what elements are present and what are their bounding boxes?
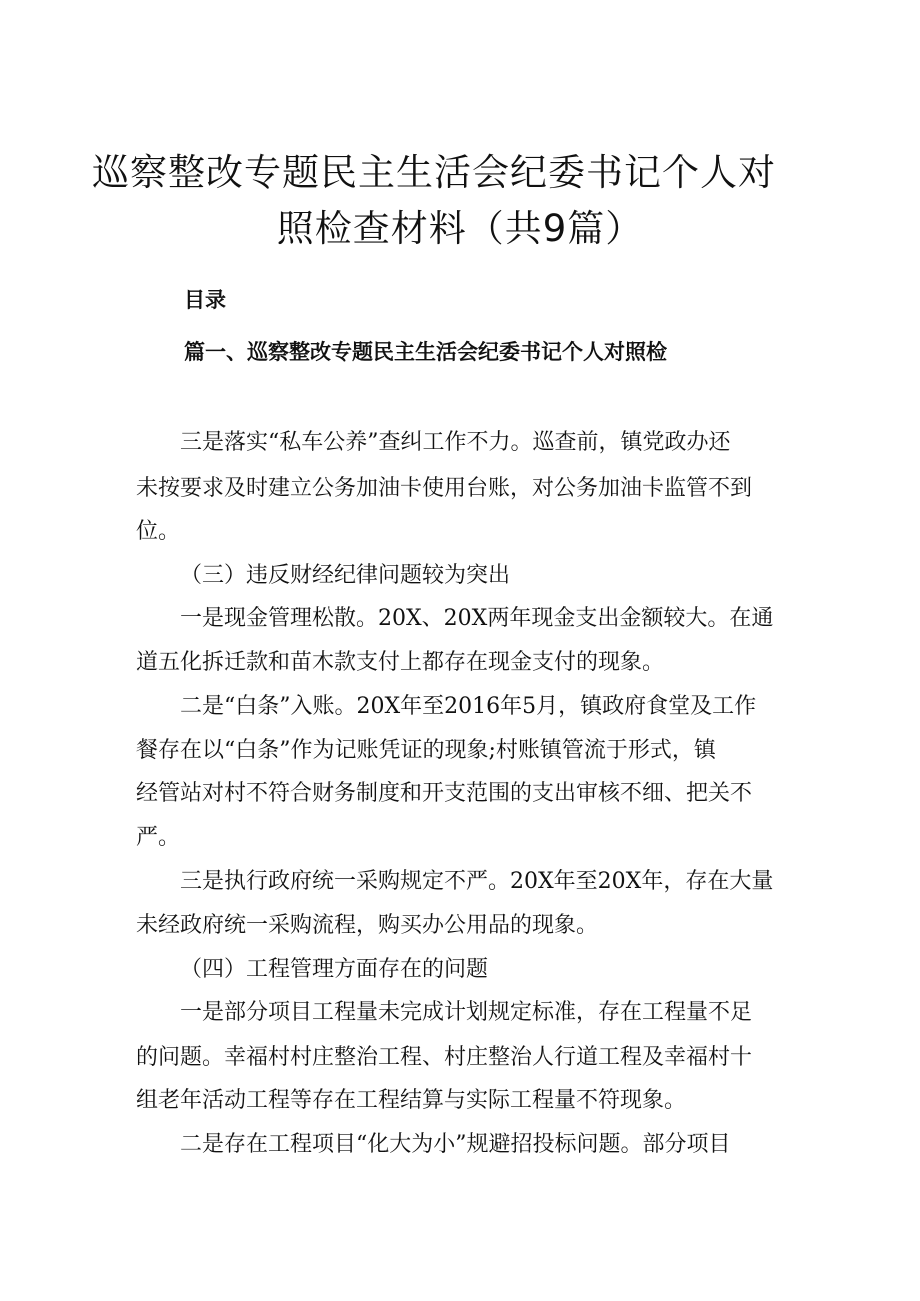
section-heading-4: （四）工程管理方面存在的问题 (180, 957, 489, 982)
toc-item-1: 篇一、巡察整改专题民主生活会纪委书记个人对照检 (184, 340, 667, 364)
body-line-14: 一是部分项目工程量未完成计划规定标准，存在工程量不足 (180, 1000, 753, 1025)
body-line-10: 严。 (136, 825, 181, 850)
body-line-15: 的问题。幸福村村庄整治工程、村庄整治人行道工程及幸福村十 (136, 1045, 753, 1070)
body-line-2: 未按要求及时建立公务加油卡使用台账，对公务加油卡监管不到 (136, 476, 753, 501)
body-line-5: 一是现金管理松散。20X、20X两年现金支出金额较大。在通 (180, 606, 774, 631)
body-line-16: 组老年活动工程等存在工程结算与实际工程量不符现象。 (136, 1088, 687, 1113)
body-line-9: 经管站对村不符合财务制度和开支范围的支出审核不细、把关不 (136, 781, 753, 806)
body-line-11: 三是执行政府统一采购规定不严。20X年至20X年，存在大量 (180, 869, 774, 894)
body-line-7: 二是“白条”入账。20X年至2016年5月，镇政府食堂及工作 (180, 694, 757, 719)
toc-heading: 目录 (184, 288, 226, 312)
body-line-1: 三是落实“私车公养”查纠工作不力。巡查前，镇党政办还 (180, 430, 731, 455)
body-line-17: 二是存在工程项目“化大为小”规避招投标问题。部分项目 (180, 1132, 731, 1157)
body-line-3: 位。 (136, 519, 181, 544)
section-heading-3: （三）违反财经纪律问题较为突出 (180, 563, 511, 588)
body-line-6: 道五化拆迁款和苗木款支付上都存在现金支付的现象。 (136, 650, 665, 675)
document-title-line-2: 照检查材料（共9篇） (276, 207, 644, 250)
document-title-line-1: 巡察整改专题民主生活会纪委书记个人对 (92, 151, 776, 194)
body-line-12: 未经政府统一采购流程，购买办公用品的现象。 (136, 913, 599, 938)
body-line-8: 餐存在以“白条”作为记账凭证的现象;村账镇管流于形式，镇 (136, 738, 716, 763)
